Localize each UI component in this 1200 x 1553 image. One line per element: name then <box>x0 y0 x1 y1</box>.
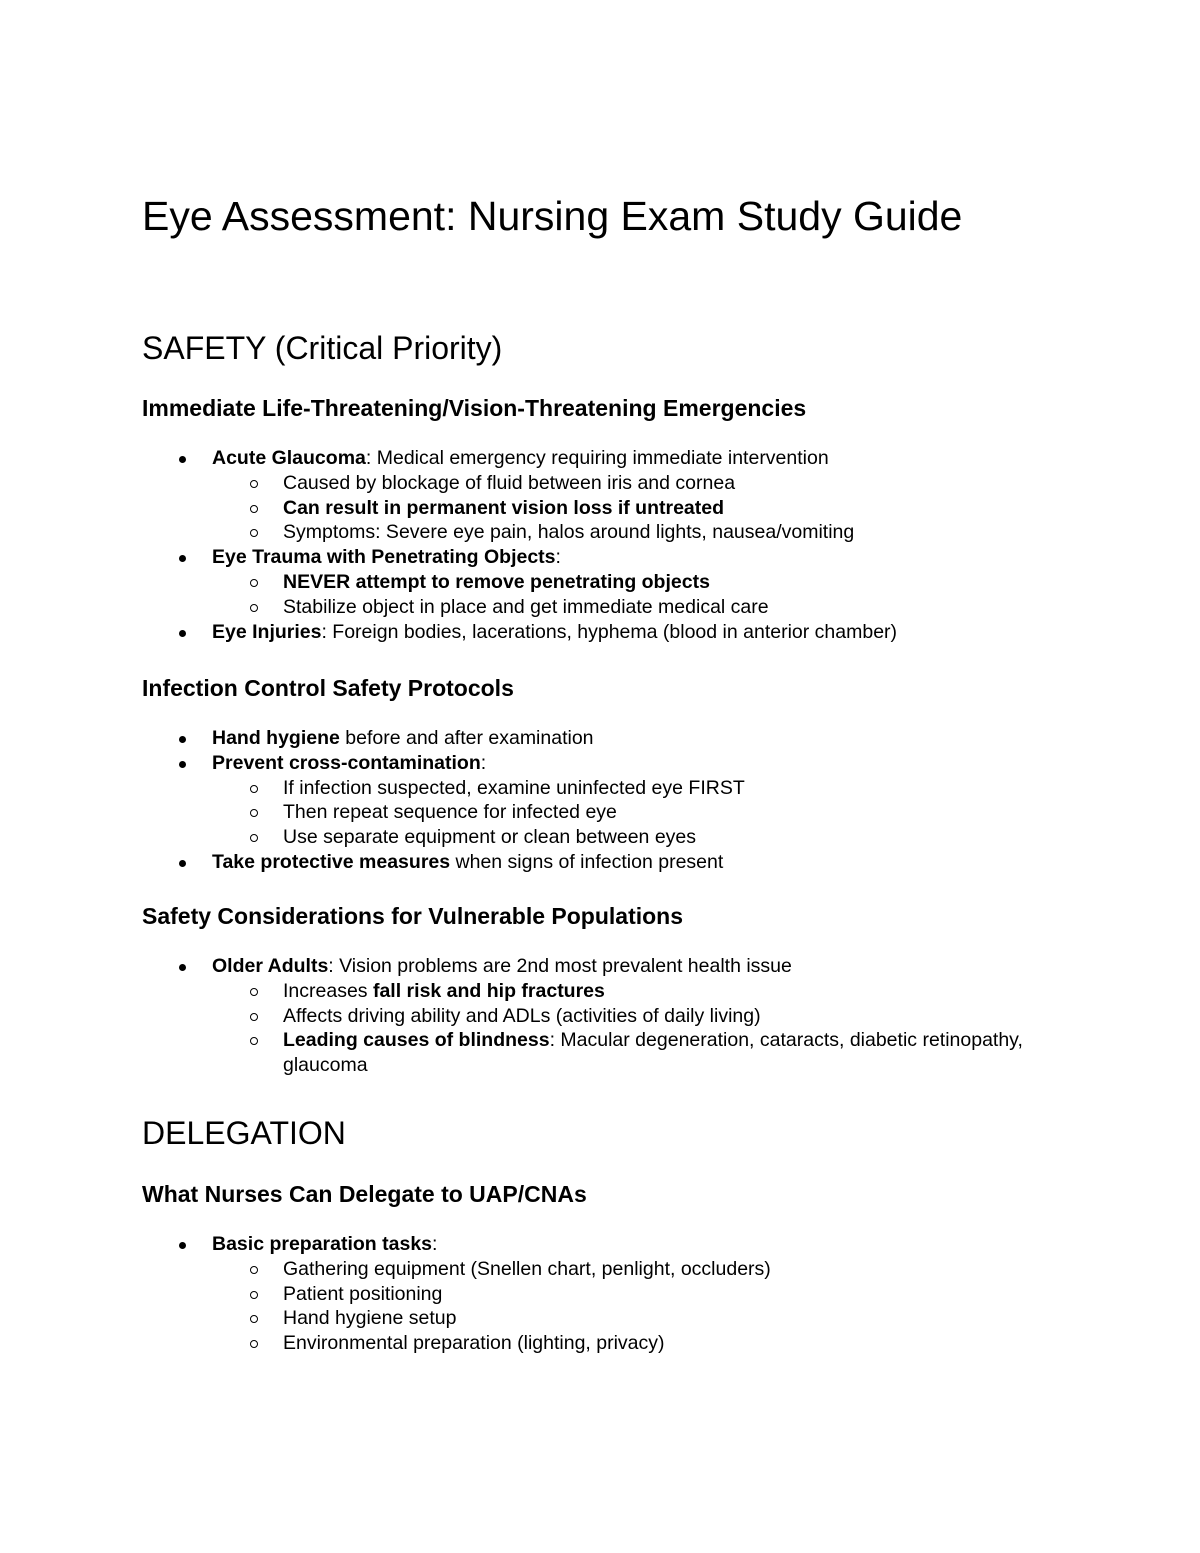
sub-list-item <box>142 800 1042 825</box>
item-bold-term: Eye Trauma with Penetrating Objects <box>212 546 556 569</box>
subheading-emergencies: Immediate Life-Threatening/Vision-Threatening Emergencies <box>142 395 807 421</box>
sub-list-item <box>142 1282 1042 1307</box>
item-text: : Vision problems are 2nd most prevalent health issue <box>328 955 792 977</box>
item-bold-term: Basic preparation tasks <box>212 1233 433 1255</box>
item-bold-term: Prevent cross-contamination <box>212 751 481 774</box>
sub-list-item <box>142 520 1042 545</box>
sub-list-item <box>142 1257 1042 1282</box>
item-text: : <box>480 751 487 774</box>
sub-list-item <box>142 595 1042 620</box>
item-bold-term: Acute Glaucoma <box>212 447 366 469</box>
sub-bullet-list <box>212 979 1042 1078</box>
item-text: Stabilize object in place and get immediate medical care <box>283 595 769 618</box>
list-item <box>142 850 1042 875</box>
item-bold-term: NEVER attempt to remove penetrating objects <box>283 570 710 593</box>
sub-bullet-list <box>212 471 1042 545</box>
item-text: : Foreign bodies, lacerations, hyphema (blood in anterior chamber) <box>321 620 898 643</box>
sub-list-item <box>142 979 1042 1004</box>
item-text: Gathering equipment (Snellen chart, penlight, occluders) <box>283 1257 771 1280</box>
item-prefix-text: Increases <box>283 979 373 1002</box>
sub-list-item <box>142 1306 1042 1331</box>
item-text: when signs of infection present <box>450 850 724 873</box>
item-bold-term: Leading causes of blindness <box>283 1029 550 1052</box>
item-bold-term: Eye Injuries <box>212 620 322 643</box>
item-text: Environmental preparation (lighting, privacy) <box>283 1332 665 1355</box>
section-heading-delegation: DELEGATION <box>142 1115 346 1151</box>
item-text: : Medical emergency requiring immediate intervention <box>365 447 829 469</box>
list-infection-control <box>142 726 1042 875</box>
subheading-infection-control: Infection Control Safety Protocols <box>142 675 514 701</box>
list-item <box>142 751 1042 850</box>
sub-list-item <box>142 825 1042 850</box>
item-text: Then repeat sequence for infected eye <box>283 801 617 824</box>
sub-list-item <box>142 496 1042 521</box>
item-bold-term: Take protective measures <box>212 850 451 873</box>
sub-list-item <box>142 471 1042 496</box>
sub-list-item <box>142 1331 1042 1356</box>
sub-list-item <box>142 1004 1042 1029</box>
list-emergencies <box>142 446 1042 644</box>
list-item <box>142 1232 1042 1356</box>
bullet-list <box>142 726 1042 875</box>
item-text: : <box>555 546 561 569</box>
item-text: : Macular degeneration, cataracts, diabetic retinopathy, glaucoma <box>283 1029 1023 1077</box>
list-vulnerable-populations <box>142 954 1042 1078</box>
sub-list-item <box>142 1028 1042 1078</box>
item-text: Use separate equipment or clean between eyes <box>283 826 697 849</box>
item-bold-term: Can result in permanent vision loss if untreated <box>283 496 725 519</box>
list-item <box>142 545 1042 619</box>
item-text: Symptoms: Severe eye pain, halos around lights, nausea/vomiting <box>283 521 855 544</box>
subheading-can-delegate: What Nurses Can Delegate to UAP/CNAs <box>142 1181 587 1207</box>
item-bold-term: fall risk and hip fractures <box>372 979 605 1002</box>
bullet-list <box>142 954 1042 1078</box>
sub-list-item <box>142 776 1042 801</box>
sub-bullet-list <box>212 1257 1042 1356</box>
item-text: Patient positioning <box>283 1282 443 1305</box>
sub-list-item <box>142 570 1042 595</box>
item-bold-term: Hand hygiene <box>212 727 340 749</box>
subheading-vulnerable-populations: Safety Considerations for Vulnerable Populations <box>142 903 684 929</box>
list-item <box>142 726 1042 751</box>
bullet-list <box>142 446 1042 644</box>
sub-bullet-list <box>212 570 1042 620</box>
list-item <box>142 446 1042 545</box>
item-text: Affects driving ability and ADLs (activities of daily living) <box>283 1004 761 1027</box>
item-bold-term: Older Adults <box>212 955 329 977</box>
item-text: before and after examination <box>339 727 594 749</box>
page-title: Eye Assessment: Nursing Exam Study Guide <box>142 193 963 239</box>
section-heading-safety: SAFETY (Critical Priority) <box>142 330 503 366</box>
item-text: If infection suspected, examine uninfected eye FIRST <box>283 776 745 799</box>
bullet-list <box>142 1232 1042 1356</box>
item-text: Caused by blockage of fluid between iris and cornea <box>283 471 736 494</box>
list-item <box>142 954 1042 1078</box>
sub-bullet-list <box>212 776 1042 850</box>
list-can-delegate <box>142 1232 1042 1356</box>
item-text: : <box>432 1233 438 1255</box>
item-text: Hand hygiene setup <box>283 1307 457 1330</box>
list-item <box>142 620 1042 645</box>
